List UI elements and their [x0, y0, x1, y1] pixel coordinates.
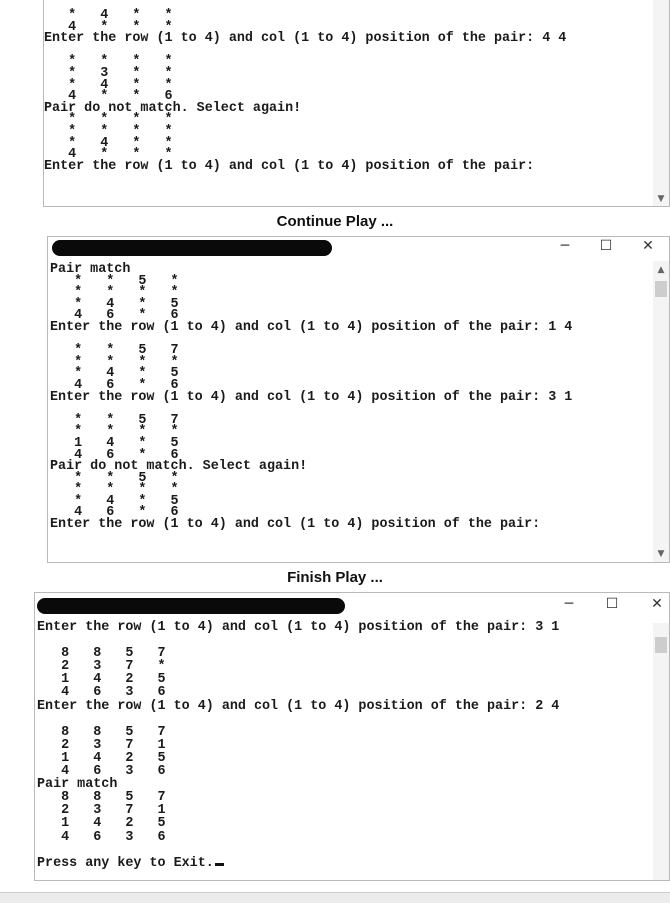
console-line: Pair do not match. Select again!: [50, 459, 308, 475]
console-line: 4 6 * 6: [50, 505, 179, 521]
console-line: Pair do not match. Select again!: [44, 100, 302, 116]
console-line: 1 4 2 5: [37, 750, 166, 766]
console-line: * 3 * *: [44, 65, 173, 81]
console-line: * * * *: [44, 123, 173, 139]
console-line: * * 5 *: [50, 273, 179, 289]
console-line: Enter the row (1 to 4) and col (1 to 4) position of the pair: 3 1: [50, 389, 573, 405]
console-line: Enter the row (1 to 4) and col (1 to 4) position of the pair: 3 1: [37, 620, 560, 635]
bottom-separator: [0, 892, 670, 903]
minimize-button[interactable]: ─: [560, 238, 570, 254]
text-cursor: [215, 863, 224, 866]
console-line: * 4 * *: [44, 77, 173, 93]
console-line: 4 * * *: [44, 19, 173, 35]
scroll-up-icon[interactable]: ▲: [657, 265, 665, 275]
console-line: * 4 * 5: [50, 366, 179, 382]
title-bar: [35, 593, 669, 613]
minimize-button[interactable]: ─: [564, 596, 574, 612]
console-line: 4 6 3 6: [37, 685, 166, 701]
close-button[interactable]: ✕: [642, 238, 654, 254]
console-line: * * * *: [44, 112, 173, 128]
console-line: * * * *: [44, 54, 173, 70]
console-window-1: [43, 0, 670, 207]
scroll-down-icon[interactable]: ▼: [657, 549, 665, 559]
maximize-button[interactable]: ☐: [599, 238, 613, 254]
caption-continue-play: Continue Play ...: [276, 213, 394, 230]
title-bar: [48, 237, 669, 257]
scroll-thumb[interactable]: [655, 637, 667, 653]
console-line: * 4 * *: [44, 8, 173, 23]
console-line: 4 6 * 6: [50, 308, 179, 324]
console-line: * 4 * *: [44, 135, 173, 151]
console-line: * * * *: [50, 285, 179, 301]
console-line: 1 4 * 5: [50, 435, 179, 451]
console-line: 4 6 3 6: [37, 764, 166, 780]
console-line: 1 4 2 5: [37, 816, 166, 832]
exit-prompt: Press any key to Exit.: [37, 856, 214, 871]
console-output-3: [37, 622, 559, 845]
console-line: Enter the row (1 to 4) and col (1 to 4) position of the pair: 4 4: [44, 31, 567, 47]
console-line: * * 5 7: [50, 343, 179, 359]
console-window-3: [34, 592, 670, 881]
scrollbar-3[interactable]: [653, 623, 669, 880]
console-line: 8 8 5 7: [37, 724, 166, 740]
console-output-2: [50, 264, 572, 531]
console-line: 4 6 * 6: [50, 377, 179, 393]
close-button[interactable]: ✕: [651, 596, 663, 612]
console-line: Enter the row (1 to 4) and col (1 to 4) position of the pair: 2 4: [37, 698, 560, 714]
console-line: * * 5 *: [50, 470, 179, 486]
console-output-1: [44, 10, 566, 172]
scrollbar-2[interactable]: [653, 261, 669, 562]
maximize-button[interactable]: ☐: [605, 596, 619, 612]
console-line: Enter the row (1 to 4) and col (1 to 4) position of the pair:: [50, 517, 541, 533]
console-line: * * 5 7: [50, 412, 179, 428]
redacted-title: [52, 240, 332, 256]
console-line: 4 * * *: [44, 147, 173, 163]
caption-finish-play: Finish Play ...: [287, 569, 383, 586]
console-line: 1 4 2 5: [37, 672, 166, 688]
console-line: * * * *: [50, 424, 179, 440]
console-line: 2 3 7 *: [37, 659, 166, 675]
console-line: 4 6 3 6: [37, 829, 166, 845]
console-line: * * * *: [50, 354, 179, 370]
console-line: 4 * * 6: [44, 89, 173, 105]
console-line: 4 6 * 6: [50, 447, 179, 463]
console-line: 2 3 7 1: [37, 803, 166, 819]
console-line: Pair match: [37, 777, 118, 793]
redacted-title: [37, 598, 345, 614]
scroll-thumb[interactable]: [655, 281, 667, 297]
exit-prompt-line: [37, 858, 224, 870]
console-line: Pair match: [50, 262, 131, 277]
console-line: * * * *: [50, 482, 179, 498]
console-line: 8 8 5 7: [37, 790, 166, 806]
console-line: 2 3 7 1: [37, 737, 166, 753]
console-line: * 4 * 5: [50, 296, 179, 312]
console-line: Enter the row (1 to 4) and col (1 to 4) position of the pair: 1 4: [50, 319, 573, 335]
console-line: * 4 * 5: [50, 493, 179, 509]
scroll-down-icon[interactable]: ▼: [657, 194, 665, 204]
console-line: 8 8 5 7: [37, 646, 166, 662]
scrollbar-1[interactable]: [653, 0, 669, 206]
console-line: Enter the row (1 to 4) and col (1 to 4) position of the pair:: [44, 158, 535, 174]
console-window-2: [47, 236, 670, 563]
